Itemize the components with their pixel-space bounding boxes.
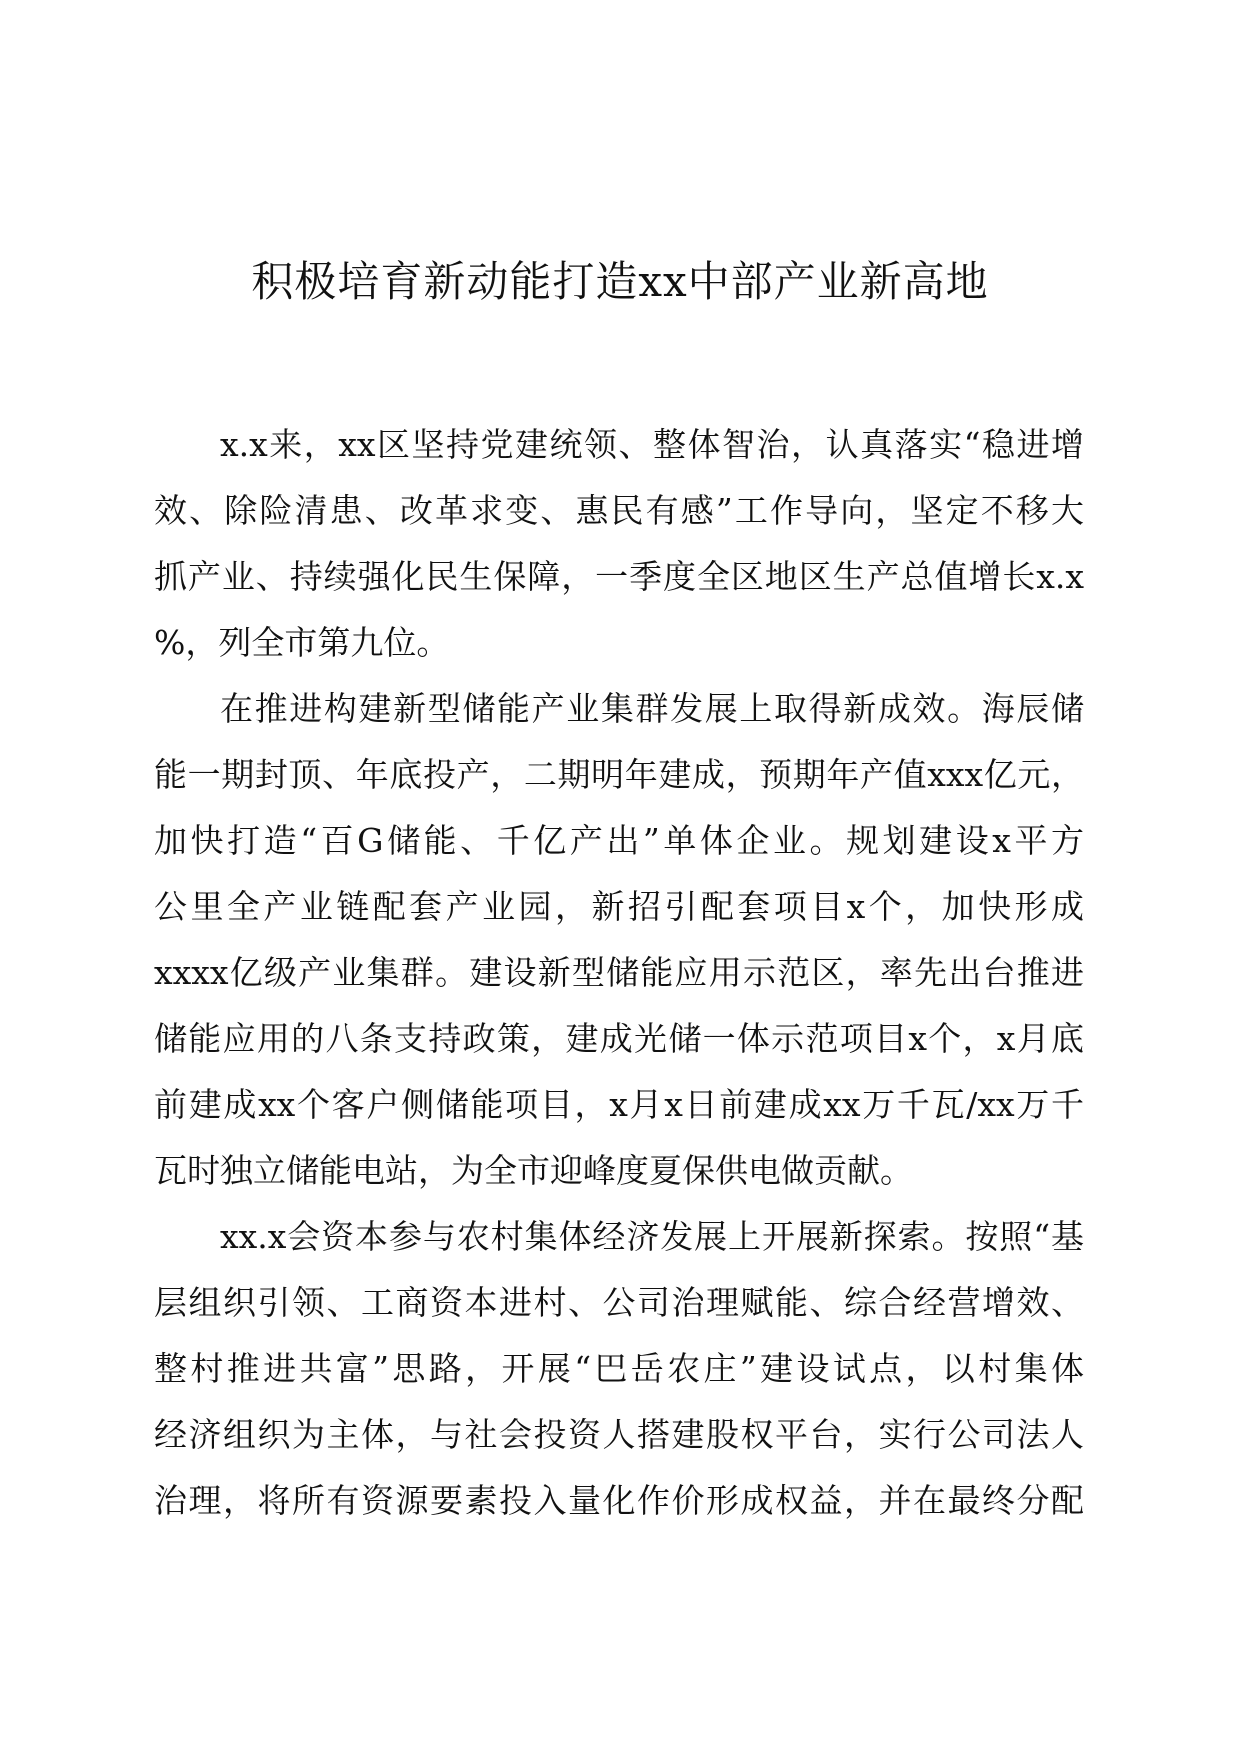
paragraph-2-line-4: 公里全产业链配套产业园，新招引配套项目x个，加快形成	[154, 887, 1084, 926]
paragraph-2-line-3: 加快打造“百G储能、千亿产出”单体企业。规划建设x平方	[154, 821, 1084, 860]
paragraph-3-line-5: 治理，将所有资源要素投入量化作价形成权益，并在最终分配	[154, 1481, 1084, 1520]
paragraph-2-line-7: 前建成xx个客户侧储能项目，x月x日前建成xx万千瓦/xx万千	[154, 1085, 1084, 1124]
paragraph-2-line-8: 瓦时独立储能电站，为全市迎峰度夏保供电做贡献。	[154, 1151, 913, 1190]
document-body	[154, 412, 1084, 1534]
paragraph-1-line-4: %，列全市第九位。	[154, 623, 450, 662]
paragraph-2-line-5: xxxx亿级产业集群。建设新型储能应用示范区，率先出台推进	[154, 953, 1084, 992]
paragraph-2-line-1: 在推进构建新型储能产业集群发展上取得新成效。海辰储	[220, 689, 1084, 728]
paragraph-2-line-2: 能一期封顶、年底投产，二期明年建成，预期年产值xxx亿元，	[154, 755, 1084, 794]
paragraph-1-line-2: 效、除险清患、改革求变、惠民有感”工作导向，坚定不移大	[154, 491, 1084, 530]
paragraph-1-line-1: x.x来，xx区坚持党建统领、整体智治，认真落实“稳进增	[220, 425, 1084, 464]
document-title: 积极培育新动能打造xx中部产业新高地	[251, 257, 989, 306]
paragraph-1-line-3: 抓产业、持续强化民生保障，一季度全区地区生产总值增长x.x	[154, 557, 1084, 596]
paragraph-3-line-3: 整村推进共富”思路，开展“巴岳农庄”建设试点，以村集体	[154, 1349, 1084, 1388]
paragraph-3-line-2: 层组织引领、工商资本进村、公司治理赋能、综合经营增效、	[154, 1283, 1084, 1322]
paragraph-3-line-1: xx.x会资本参与农村集体经济发展上开展新探索。按照“基	[220, 1217, 1084, 1256]
paragraph-3-line-4: 经济组织为主体，与社会投资人搭建股权平台，实行公司法人	[154, 1415, 1084, 1454]
paragraph-2-line-6: 储能应用的八条支持政策，建成光储一体示范项目x个，x月底	[154, 1019, 1084, 1058]
